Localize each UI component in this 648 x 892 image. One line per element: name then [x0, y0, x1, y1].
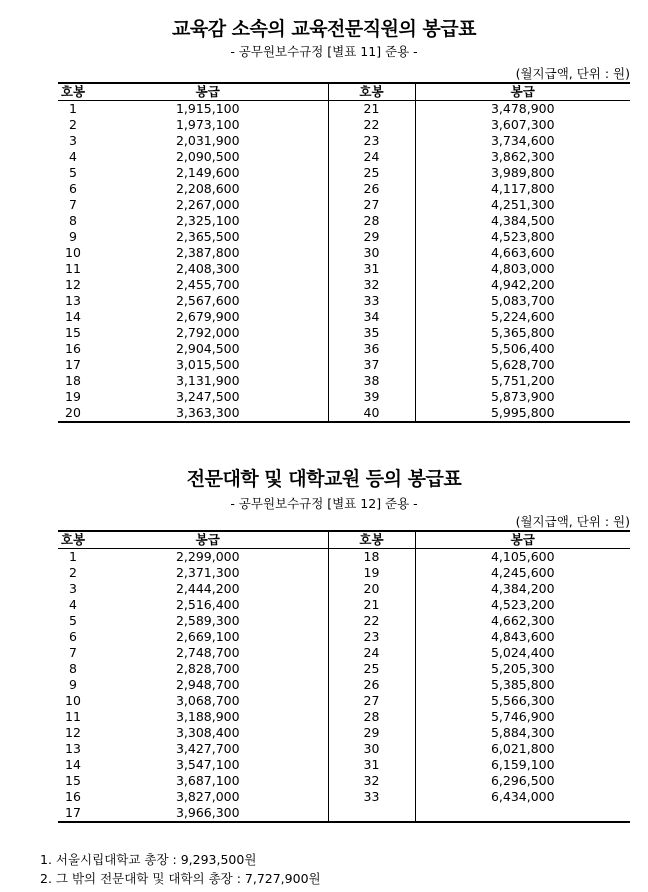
salary-cell: 2,371,300 [175, 565, 240, 580]
salary-cell: 2,748,700 [175, 645, 240, 660]
step-cell: 10 [65, 245, 81, 260]
step-cell: 20 [328, 581, 415, 597]
salary-cell: 3,966,300 [88, 805, 328, 822]
footnote: 2. 그 밖의 전문대학 및 대학의 총장 : 7,727,900원 [40, 871, 321, 886]
table-row [58, 149, 630, 165]
table-row [58, 405, 630, 422]
step-cell: 19 [328, 565, 415, 581]
salary-cell: 4,662,300 [415, 613, 630, 629]
header-salary: 봉급 [415, 531, 630, 549]
footnote: 1. 서울시립대학교 총장 : 9,293,500원 [40, 852, 257, 867]
header-step: 호봉 [328, 83, 415, 101]
table-row [58, 165, 630, 181]
table-row [58, 789, 630, 805]
salary-cell: 6,159,100 [415, 757, 630, 773]
table-row [58, 613, 630, 629]
step-cell: 4 [69, 597, 77, 612]
step-cell: 40 [328, 405, 415, 422]
step-cell: 5 [69, 613, 77, 628]
table-row [58, 309, 630, 325]
salary-cell: 5,385,800 [415, 677, 630, 693]
step-cell: 2 [69, 117, 77, 132]
section-1-subtitle: - 공무원보수규정 [별표 11] 준용 - [230, 44, 418, 59]
step-cell: 31 [328, 757, 415, 773]
table-header-row [58, 83, 630, 101]
table-body [58, 101, 630, 423]
step-cell: 23 [328, 629, 415, 645]
step-cell: 30 [328, 741, 415, 757]
table-row [58, 197, 630, 213]
step-cell: 12 [65, 277, 81, 292]
salary-cell: 5,746,900 [415, 709, 630, 725]
table-row [58, 341, 630, 357]
step-cell: 11 [65, 261, 81, 276]
step-cell: 15 [65, 773, 81, 788]
salary-cell: 4,384,200 [415, 581, 630, 597]
salary-cell: 3,015,500 [175, 357, 240, 372]
header-step: 호봉 [328, 531, 415, 549]
step-cell: 3 [69, 133, 77, 148]
salary-cell: 2,516,400 [175, 597, 240, 612]
salary-cell: 6,296,500 [415, 773, 630, 789]
salary-cell: 2,792,000 [175, 325, 240, 340]
section-2-title: 전문대학 및 대학교원 등의 봉급표 [186, 468, 462, 490]
step-cell: 13 [65, 293, 81, 308]
table-row [58, 101, 630, 118]
salary-table-2 [58, 530, 630, 823]
salary-cell: 5,566,300 [415, 693, 630, 709]
salary-cell: 3,308,400 [175, 725, 240, 740]
table-row [58, 677, 630, 693]
salary-cell: 3,247,500 [175, 389, 240, 404]
salary-cell: 2,904,500 [175, 341, 240, 356]
footnotes [40, 850, 321, 888]
step-cell: 16 [65, 341, 81, 356]
step-cell: 11 [65, 709, 81, 724]
salary-cell: 3,687,100 [175, 773, 240, 788]
table-row [58, 245, 630, 261]
salary-cell: 2,208,600 [175, 181, 240, 196]
salary-cell: 4,117,800 [415, 181, 630, 197]
step-cell: 6 [69, 629, 77, 644]
step-cell: 13 [65, 741, 81, 756]
table-header-row [58, 531, 630, 549]
step-cell: 9 [69, 677, 77, 692]
step-cell: 12 [65, 725, 81, 740]
table-row [58, 277, 630, 293]
step-cell: 8 [69, 213, 77, 228]
step-cell: 31 [328, 261, 415, 277]
salary-cell: 6,021,800 [415, 741, 630, 757]
step-cell: 21 [328, 597, 415, 613]
salary-cell: 2,387,800 [175, 245, 240, 260]
table-row [58, 725, 630, 741]
salary-cell: 3,363,300 [88, 405, 328, 422]
table-row [58, 805, 630, 822]
step-cell: 36 [328, 341, 415, 357]
step-cell: 33 [328, 293, 415, 309]
step-cell: 24 [328, 645, 415, 661]
salary-cell: 5,873,900 [415, 389, 630, 405]
salary-cell: 2,267,000 [175, 197, 240, 212]
salary-cell: 2,948,700 [175, 677, 240, 692]
step-cell: 14 [65, 309, 81, 324]
step-cell: 7 [69, 645, 77, 660]
salary-cell: 1,973,100 [175, 117, 240, 132]
salary-cell: 1,915,100 [175, 101, 240, 116]
table-row [58, 549, 630, 566]
salary-cell: 5,224,600 [415, 309, 630, 325]
salary-cell: 5,884,300 [415, 725, 630, 741]
salary-cell: 2,325,100 [175, 213, 240, 228]
step-cell: 6 [69, 181, 77, 196]
salary-cell: 4,251,300 [415, 197, 630, 213]
step-cell: 34 [328, 309, 415, 325]
step-cell: 1 [69, 549, 77, 564]
salary-cell: 4,105,600 [415, 549, 630, 566]
salary-cell: 5,751,200 [415, 373, 630, 389]
salary-cell: 2,679,900 [175, 309, 240, 324]
step-cell: 21 [328, 101, 415, 118]
salary-cell: 5,024,400 [415, 645, 630, 661]
header-salary: 봉급 [415, 83, 630, 101]
table-row [58, 293, 630, 309]
step-cell: 7 [69, 197, 77, 212]
table-row [58, 709, 630, 725]
salary-cell: 2,149,600 [175, 165, 240, 180]
salary-cell: 3,989,800 [415, 165, 630, 181]
section-2-unit-note: (월지급액, 단위 : 원) [515, 514, 630, 529]
step-cell: 25 [328, 661, 415, 677]
table-row [58, 261, 630, 277]
salary-cell: 5,083,700 [415, 293, 630, 309]
table-row [58, 181, 630, 197]
salary-cell [415, 805, 630, 822]
salary-cell: 2,299,000 [175, 549, 240, 564]
step-cell: 14 [65, 757, 81, 772]
table-row [58, 357, 630, 373]
step-cell: 24 [328, 149, 415, 165]
step-cell: 2 [69, 565, 77, 580]
table-body [58, 549, 630, 823]
salary-cell: 2,567,600 [175, 293, 240, 308]
salary-cell: 3,547,100 [175, 757, 240, 772]
step-cell: 35 [328, 325, 415, 341]
header-salary: 봉급 [88, 531, 328, 549]
step-cell: 39 [328, 389, 415, 405]
step-cell: 23 [328, 133, 415, 149]
header-salary: 봉급 [88, 83, 328, 101]
step-cell: 37 [328, 357, 415, 373]
salary-cell: 5,205,300 [415, 661, 630, 677]
header-step: 호봉 [58, 83, 88, 101]
salary-cell: 3,427,700 [175, 741, 240, 756]
salary-cell: 2,589,300 [175, 613, 240, 628]
salary-cell: 2,408,300 [175, 261, 240, 276]
step-cell: 9 [69, 229, 77, 244]
section-1-unit-note: (월지급액, 단위 : 원) [515, 66, 630, 81]
table-row [58, 757, 630, 773]
salary-cell: 2,090,500 [175, 149, 240, 164]
step-cell: 38 [328, 373, 415, 389]
step-cell: 29 [328, 725, 415, 741]
salary-cell: 4,663,600 [415, 245, 630, 261]
header-step: 호봉 [58, 531, 88, 549]
salary-cell: 3,734,600 [415, 133, 630, 149]
salary-cell: 3,188,900 [175, 709, 240, 724]
table-row [58, 597, 630, 613]
table-row [58, 133, 630, 149]
table-row [58, 661, 630, 677]
step-cell: 5 [69, 165, 77, 180]
step-cell: 17 [65, 357, 81, 372]
step-cell: 33 [328, 789, 415, 805]
salary-cell: 4,803,000 [415, 261, 630, 277]
step-cell [328, 805, 415, 822]
salary-cell: 6,434,000 [415, 789, 630, 805]
salary-cell: 2,031,900 [175, 133, 240, 148]
salary-cell: 5,365,800 [415, 325, 630, 341]
salary-cell: 3,862,300 [415, 149, 630, 165]
salary-cell: 5,628,700 [415, 357, 630, 373]
table-row [58, 693, 630, 709]
step-cell: 32 [328, 277, 415, 293]
table-row [58, 629, 630, 645]
table-row [58, 213, 630, 229]
salary-cell: 4,942,200 [415, 277, 630, 293]
salary-cell: 3,607,300 [415, 117, 630, 133]
step-cell: 10 [65, 693, 81, 708]
salary-cell: 2,365,500 [175, 229, 240, 244]
salary-cell: 4,843,600 [415, 629, 630, 645]
salary-cell: 2,669,100 [175, 629, 240, 644]
step-cell: 4 [69, 149, 77, 164]
step-cell: 15 [65, 325, 81, 340]
step-cell: 26 [328, 181, 415, 197]
table-row [58, 565, 630, 581]
salary-cell: 5,995,800 [415, 405, 630, 422]
salary-cell: 3,068,700 [175, 693, 240, 708]
table-row [58, 741, 630, 757]
step-cell: 29 [328, 229, 415, 245]
salary-cell: 4,245,600 [415, 565, 630, 581]
step-cell: 27 [328, 693, 415, 709]
salary-cell: 2,828,700 [175, 661, 240, 676]
step-cell: 19 [65, 389, 81, 404]
table-row [58, 645, 630, 661]
step-cell: 1 [69, 101, 77, 116]
table-row [58, 773, 630, 789]
step-cell: 28 [328, 213, 415, 229]
table-row [58, 389, 630, 405]
salary-table-1 [58, 82, 630, 423]
step-cell: 18 [65, 373, 81, 388]
step-cell: 20 [58, 405, 88, 422]
section-1-title: 교육감 소속의 교육전문직원의 봉급표 [171, 18, 476, 40]
salary-cell: 3,478,900 [415, 101, 630, 118]
salary-cell: 2,455,700 [175, 277, 240, 292]
section-2-subtitle: - 공무원보수규정 [별표 12] 준용 - [230, 496, 418, 511]
step-cell: 17 [58, 805, 88, 822]
step-cell: 22 [328, 613, 415, 629]
step-cell: 27 [328, 197, 415, 213]
step-cell: 18 [328, 549, 415, 566]
salary-cell: 4,384,500 [415, 213, 630, 229]
step-cell: 3 [69, 581, 77, 596]
salary-cell: 4,523,800 [415, 229, 630, 245]
table-row [58, 229, 630, 245]
table-row [58, 117, 630, 133]
step-cell: 30 [328, 245, 415, 261]
salary-cell: 5,506,400 [415, 341, 630, 357]
table-row [58, 325, 630, 341]
step-cell: 32 [328, 773, 415, 789]
salary-cell: 2,444,200 [175, 581, 240, 596]
step-cell: 8 [69, 661, 77, 676]
table-row [58, 373, 630, 389]
salary-cell: 3,131,900 [175, 373, 240, 388]
salary-cell: 4,523,200 [415, 597, 630, 613]
step-cell: 28 [328, 709, 415, 725]
step-cell: 25 [328, 165, 415, 181]
step-cell: 22 [328, 117, 415, 133]
table-row [58, 581, 630, 597]
salary-cell: 3,827,000 [175, 789, 240, 804]
step-cell: 16 [65, 789, 81, 804]
step-cell: 26 [328, 677, 415, 693]
